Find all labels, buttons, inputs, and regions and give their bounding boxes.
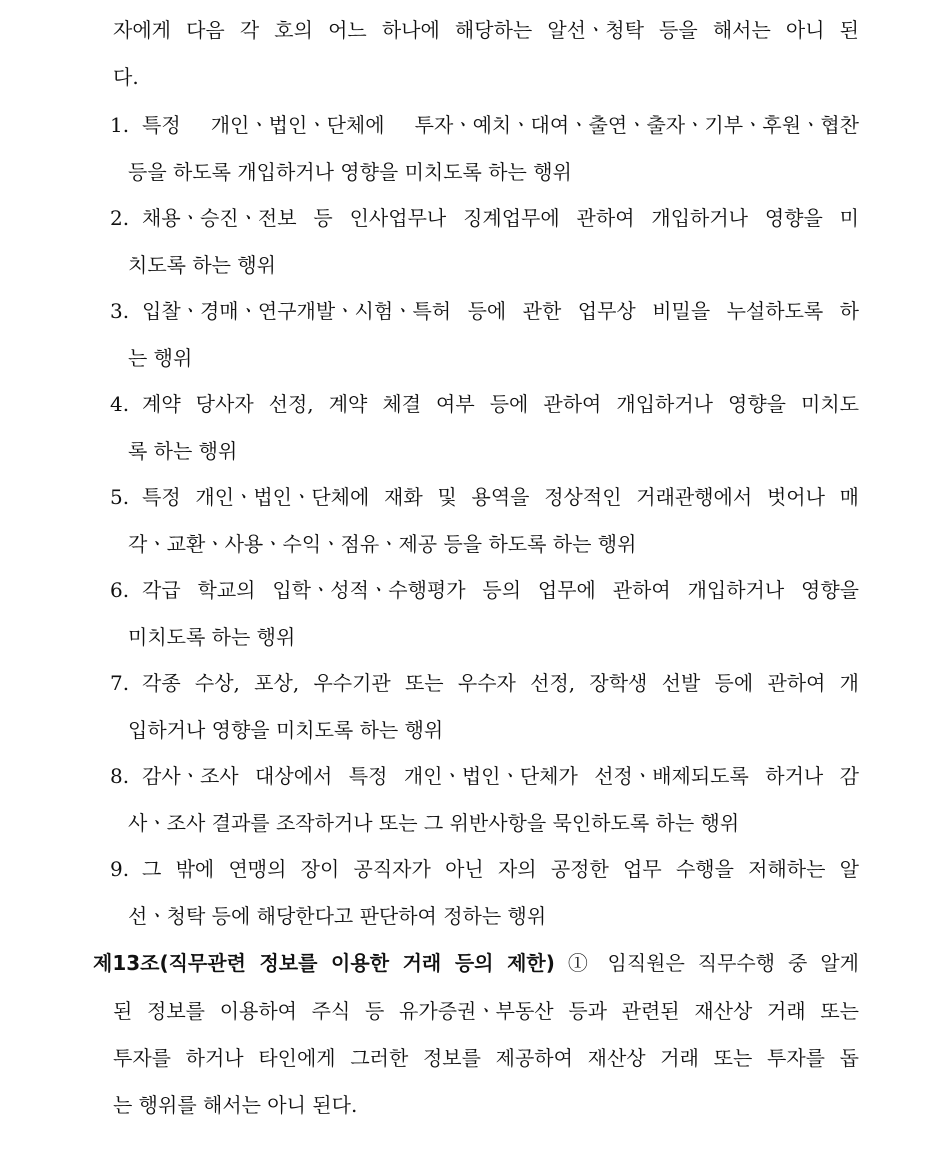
- list-item-2-line-2: 치도록 하는 행위: [128, 253, 276, 277]
- list-item-number: 3.: [110, 299, 130, 323]
- list-item-6-line-1: [110, 575, 859, 605]
- list-item-text: 채용ㆍ승진ㆍ전보 등 인사업무나 징계업무에 관하여 개입하거나 영향을 미: [142, 206, 859, 230]
- list-item-7-line-2: 입하거나 영향을 미치도록 하는 행위: [128, 718, 444, 742]
- list-item-text: 특정 개인ㆍ법인ㆍ단체에 투자ㆍ예치ㆍ대여ㆍ출연ㆍ출자ㆍ기부ㆍ후원ㆍ협찬: [142, 113, 859, 137]
- list-item-5-line-2: 각ㆍ교환ㆍ사용ㆍ수익ㆍ점유ㆍ제공 등을 하도록 하는 행위: [128, 532, 637, 556]
- list-item-9-line-2: 선ㆍ청탁 등에 해당한다고 판단하여 정하는 행위: [128, 904, 547, 928]
- list-item-text: 계약 당사자 선정, 계약 체결 여부 등에 관하여 개입하거나 영향을 미치도: [142, 392, 859, 416]
- article-13-line-3: 투자를 하거나 타인에게 그러한 정보를 제공하여 재산상 거래 또는 투자를 돕: [113, 1046, 859, 1070]
- article-paragraph-start: ① 임직원은 직무수행 중 알게: [567, 951, 860, 975]
- list-item-number: 8.: [110, 764, 130, 788]
- list-item-text: 그 밖에 연맹의 장이 공직자가 아닌 자의 공정한 업무 수행을 저해하는 알: [142, 857, 859, 881]
- list-item-8-line-2: 사ㆍ조사 결과를 조작하거나 또는 그 위반사항을 묵인하도록 하는 행위: [128, 811, 740, 835]
- list-item-9-line-1: [110, 854, 859, 884]
- list-item-1-line-2: 등을 하도록 개입하거나 영향을 미치도록 하는 행위: [128, 160, 572, 184]
- list-item-number: 9.: [110, 857, 130, 881]
- list-item-8-line-1: [110, 761, 859, 791]
- list-item-5-line-1: [110, 482, 859, 512]
- intro-line-2: 다.: [113, 65, 139, 89]
- list-item-text: 각급 학교의 입학ㆍ성적ㆍ수행평가 등의 업무에 관하여 개입하거나 영향을: [142, 578, 859, 602]
- list-item-number: 6.: [110, 578, 130, 602]
- list-item-number: 2.: [110, 206, 130, 230]
- list-item-text: 감사ㆍ조사 대상에서 특정 개인ㆍ법인ㆍ단체가 선정ㆍ배제되도록 하거나 감: [142, 764, 859, 788]
- list-item-2-line-1: [110, 203, 859, 233]
- list-item-3-line-1: [110, 296, 859, 326]
- list-item-4-line-1: [110, 389, 859, 419]
- list-item-number: 7.: [110, 671, 130, 695]
- list-item-1-line-1: [110, 110, 859, 140]
- article-13-line-2: 된 정보를 이용하여 주식 등 유가증권ㆍ부동산 등과 관련된 재산상 거래 또는: [113, 999, 859, 1023]
- list-item-7-line-1: [110, 668, 859, 698]
- article-title: 제13조(직무관련 정보를 이용한 거래 등의 제한): [93, 951, 555, 975]
- list-item-number: 1.: [110, 113, 130, 137]
- list-item-text: 입찰ㆍ경매ㆍ연구개발ㆍ시험ㆍ특허 등에 관한 업무상 비밀을 누설하도록 하: [142, 299, 859, 323]
- list-item-text: 각종 수상, 포상, 우수기관 또는 우수자 선정, 장학생 선발 등에 관하여 개: [142, 671, 859, 695]
- article-13-line-4: 는 행위를 해서는 아니 된다.: [113, 1093, 358, 1117]
- intro-line-1: 자에게 다음 각 호의 어느 하나에 해당하는 알선ㆍ청탁 등을 해서는 아니 된: [113, 18, 859, 42]
- list-item-4-line-2: 록 하는 행위: [128, 439, 238, 463]
- article-13-line-1: [93, 948, 859, 978]
- list-item-3-line-2: 는 행위: [128, 346, 193, 370]
- list-item-text: 특정 개인ㆍ법인ㆍ단체에 재화 및 용역을 정상적인 거래관행에서 벗어나 매: [142, 485, 859, 509]
- list-item-number: 5.: [110, 485, 130, 509]
- list-item-6-line-2: 미치도록 하는 행위: [128, 625, 296, 649]
- list-item-number: 4.: [110, 392, 130, 416]
